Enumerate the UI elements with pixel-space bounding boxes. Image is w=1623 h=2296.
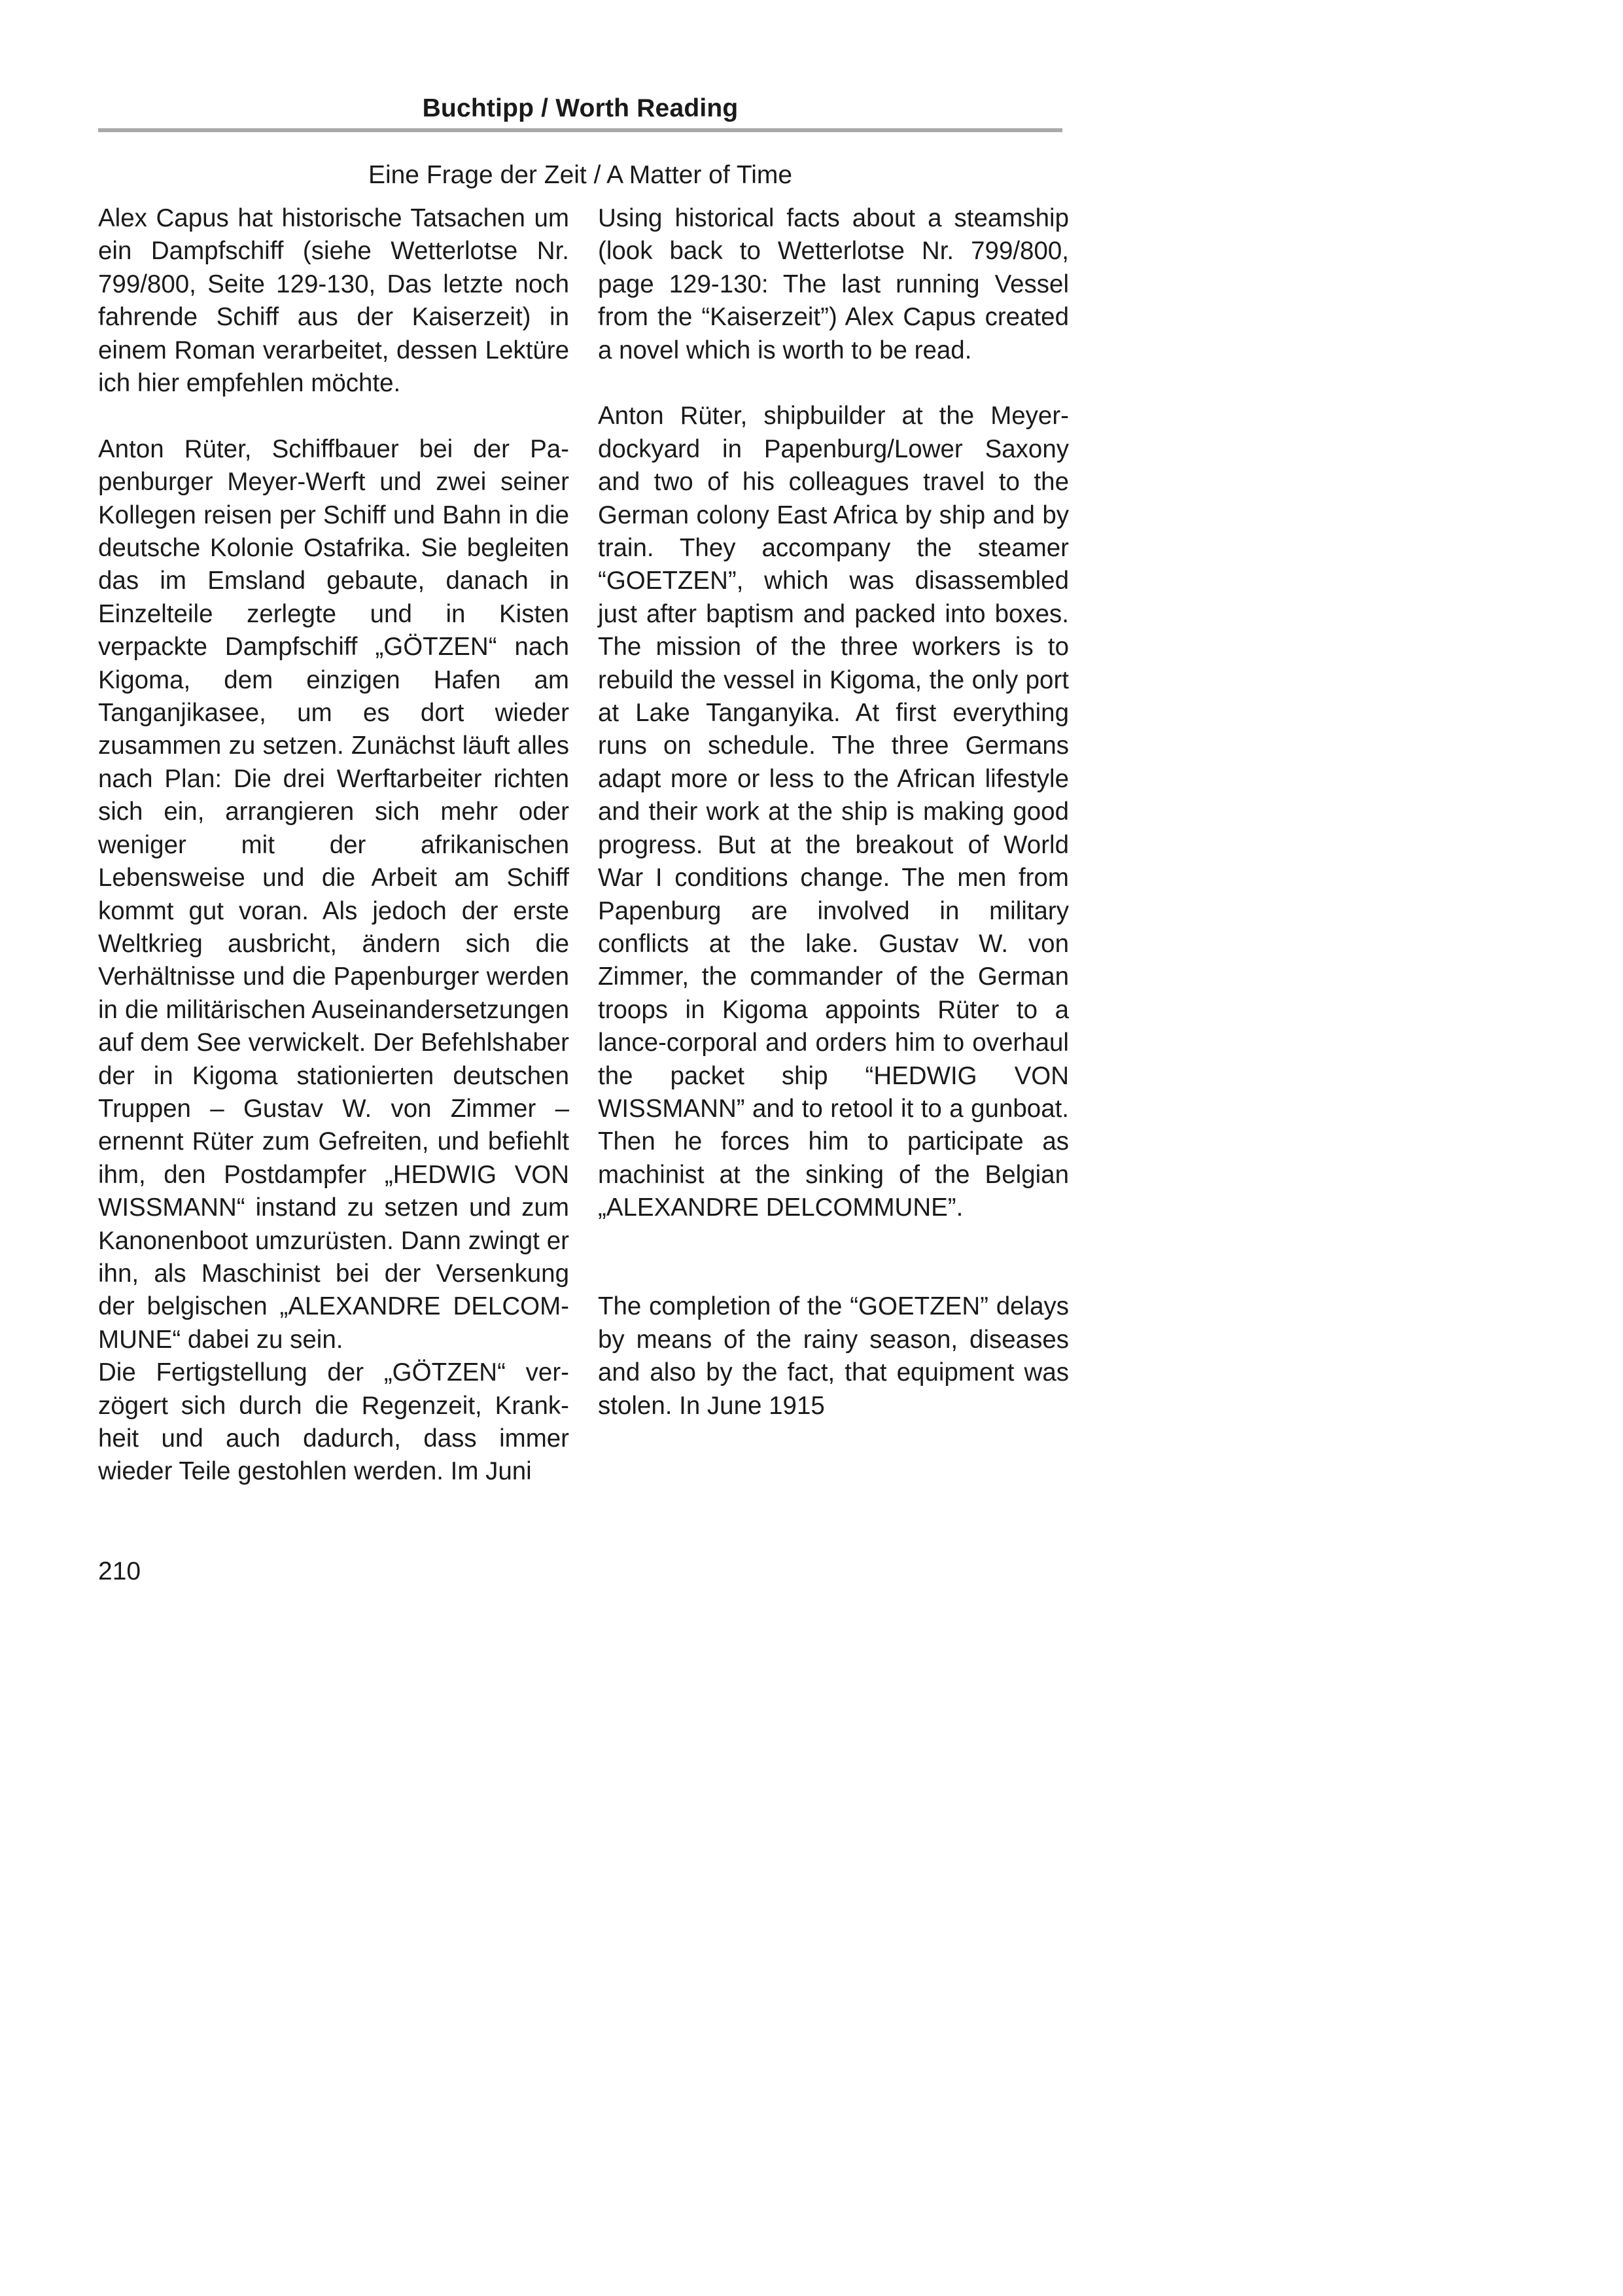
header-divider bbox=[98, 128, 1062, 132]
english-paragraph-intro: Using historical facts about a steamship (look back to Wetterlotse Nr. 799/800, page 129-130: The last running Vessel from the “Kaiserzeit”) Alex Capus created a novel which is worth to be read. bbox=[598, 204, 1069, 364]
german-paragraph-intro: Alex Capus hat historische Tatsachen um ein Dampfschiff (siehe Wetterlotse Nr. 799/800, Seite 129-130, Das letzte noch fahrende Schiff aus der Kaiserzeit) in einem Roman verarbeitet, dessen Lektüre ich hier empfehlen möchte. bbox=[98, 204, 569, 398]
english-column bbox=[598, 202, 1069, 1422]
section-title: Buchtipp / Worth Reading bbox=[422, 94, 739, 122]
paragraph-spacer bbox=[598, 1225, 1069, 1291]
paragraph-spacer bbox=[98, 400, 569, 433]
german-paragraph-completion: Die Fertigstellung der „GÖTZEN“ verzögert sich durch die Regenzeit, Krankheit und auch dadurch, dass immer wieder Teile gestohlen werden. Im Juni bbox=[98, 1358, 569, 1486]
page-number: 210 bbox=[98, 1557, 141, 1585]
german-paragraph-plot: Anton Rüter, Schiffbauer bei der Papenburger Meyer-Werft und zwei seiner Kollegen reisen per Schiff und Bahn in die deutsche Kolonie Ostafrika. Sie begleiten das im Emsland gebaute, danach in Einzelteile zerlegte und in Kisten verpackte Dampfschiff „GÖTZEN“ nach Kigoma, dem einzigen Hafen am Tanganjikasee, um es dort wieder zusammen zu setzen. Zunächst läuft alles nach Plan: Die drei Werftarbeiter richten sich ein, arrangieren sich mehr oder weniger mit der afrikanischen Lebensweise und die Arbeit am Schiff kommt gut voran. Als jedoch der erste Weltkrieg ausbricht, ändern sich die Verhältnisse und die Papenburger werden in die militärischen Auseinandersetzungen auf dem See verwickelt. Der Befehlshaber der in Kigoma stationierten deutschen Truppen – Gustav W. von Zimmer – ernennt Rüter zum Gefreiten, und befiehlt ihm, den Postdampfer „HEDWIG VON WISSMANN“ instand zu setzen und zum Kanonenboot umzurüsten. Dann zwingt er ihn, als Maschinist bei der Versenkung der belgischen „ALEXANDRE DELCOMMUNE“ dabei zu sein. bbox=[98, 434, 569, 1354]
english-paragraph-completion: The completion of the “GOETZEN” delays by means of the rainy season, diseases and also by the fact, that equipment was stolen. In June 1915 bbox=[598, 1292, 1069, 1420]
paragraph-spacer bbox=[598, 367, 1069, 400]
article-title: Eine Frage der Zeit / A Matter of Time bbox=[368, 161, 793, 189]
english-paragraph-plot: Anton Rüter, shipbuilder at the Meyer-dockyard in Papenburg/Lower Saxony and two of his colleagues travel to the German colony East Africa by ship and by train. They accompany the steamer “GOETZEN”, which was disassembled just after baptism and packed into boxes. The mission of the three workers is to rebuild the vessel in Kigoma, the only port at Lake Tanganyika. At first everything runs on schedule. The three Germans adapt more or less to the African lifestyle and their work at the ship is making good progress. But at the breakout of World War I conditions change. The men from Papenburg are involved in military conflicts at the lake. Gustav W. von Zimmer, the commander of the German troops in Kigoma appoints Rüter to a lance-corporal and orders him to overhaul the packet ship “HEDWIG VON WISSMANN” and to retool it to a gunboat. Then he forces him to participate as machinist at the sinking of the Belgian „ALEXANDRE DELCOMMUNE”. bbox=[598, 402, 1069, 1222]
german-column bbox=[98, 202, 569, 1489]
